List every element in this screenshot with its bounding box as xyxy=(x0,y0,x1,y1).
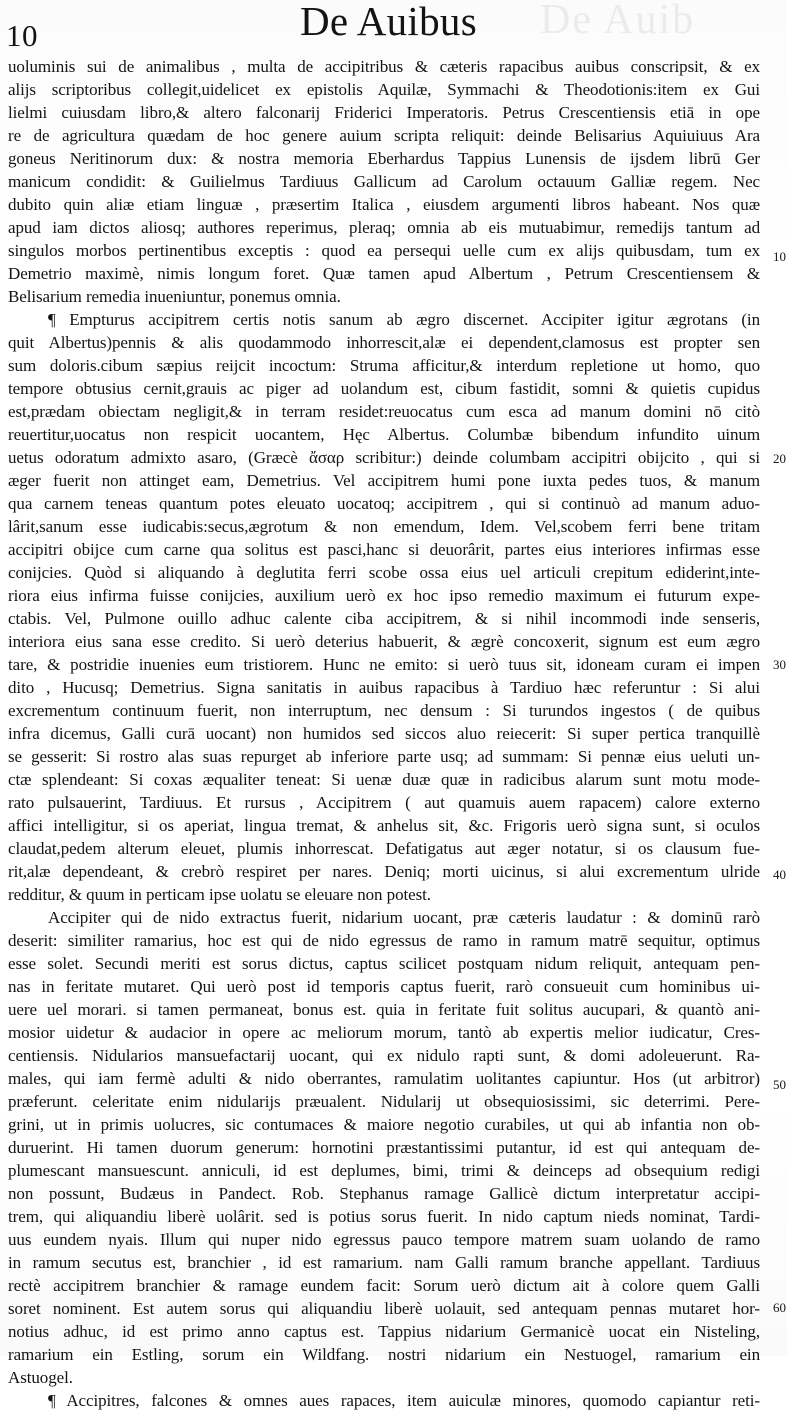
text-line: claudat,pedem alterum eleuet, plumis inhorrescat. Defatigatus aut æger notatur, si os clausum fue- xyxy=(8,839,760,858)
text-line: uoluminis sui de animalibus , multa de accipitribus & cæteris rapacibus auibus conscripsit, & ex xyxy=(8,57,760,76)
text-line: grini, ut in primis uolucres, sic contumaces & maiore negotio curabiles, ut qui ab infantia non ob- xyxy=(8,1115,760,1134)
text-line: rectè accipitrem branchier & ramage eundem facit: Sorum uerò dictum ait à colore quem Galli xyxy=(8,1276,760,1295)
text-line: re de agricultura quædam de hoc genere auium scripta reliquit: deinde Belisarius Aquiuiuus Ara xyxy=(8,126,760,145)
text-line: goneus Neritinorum dux: & nostra memoria Eberhardus Tappius Lunensis de ijsdem librū Ger xyxy=(8,149,760,168)
running-head: De Auibus xyxy=(300,0,477,44)
text-line: quit Albertus)pennis & alis quodammodo inhorrescit,alæ ei dependent,clamosus est propter sen xyxy=(8,333,760,352)
text-line: reuertitur,uocatus non respicit uocantem, Hęc Albertus. Columbæ bibendum infundito uinum xyxy=(8,425,760,444)
text-line: lielmi cuiusdam libro,& altero falconarij Friderici Imperatoris. Petrus Crescentiensis etiā in ope xyxy=(8,103,760,122)
text-line: plumescant mansuescunt. anniculi, id est deplumes, bimi, trimi & deinceps ad obsequium redigi xyxy=(8,1161,760,1180)
text-line: rato pulsauerint, Tardiuus. Et rursus , Accipitrem ( aut quamuis auem rapacem) calore externo xyxy=(8,793,760,812)
text-line: manicum condidit: & Guilielmus Tardiuus Gallicum ad Carolum octauum Galliæ regem. Nec xyxy=(8,172,760,191)
text-line: deserit: similiter ramarius, hoc est qui de nido egressus de ramo in ramum matrē sequitur, optimus xyxy=(8,931,760,950)
text-line: est,prædam obiectam negligit,& in terram residet:reuocatus cum esca ad manum domini nō citò xyxy=(8,402,760,421)
text-line: se gesserit: Si rostro alas suas repurget ab inferiore parte usq; ad summam: Si pennæ eius ueluti un- xyxy=(8,747,760,766)
text-line: lârit,sanum esse iudicabis:secus,ægrotum & non emendum, Idem. Vel,scobem ferri bene tritam xyxy=(8,517,760,536)
text-line: sum doloris.cibum sæpius reijcit incoctum: Struma afficitur,& interdum repletione ut homo, quo xyxy=(8,356,760,375)
text-line: esse solet. Secundi meriti est sorus dictus, captus scilicet postquam nidum reliquit, antequam pen- xyxy=(8,954,760,973)
text-line: excrementum continuum fuerit, non interruptum, nec densum : Si turundos ingestos ( de quibus xyxy=(8,701,760,720)
text-line: centiensis. Nidularios mansuefactarij uocant, qui ex nidulo rapti sunt, & domi adoleuerunt. Ra- xyxy=(8,1046,760,1065)
text-line: uetus odoratum admixto asaro, (Græcè ἄσαρ scribitur:) deinde columbam accipitri obijcito , qui si xyxy=(8,448,760,467)
text-line: non possunt, Budæus in Pandect. Rob. Stephanus ramage Gallicè dictum interpretatur accipi- xyxy=(8,1184,760,1203)
text-line: tare, & postridie inuenies eum tristiorem. Hunc ne emito: si uerò tuus sit, idoneam curam ei impen xyxy=(8,655,760,674)
show-through-text: De Auib xyxy=(540,0,696,43)
text-line: singulos morbos pertinentibus exceptis : quod ea persequi uelle cum ex alijs quibusdam, tum ex xyxy=(8,241,760,260)
text-line: in ramum secutus est, branchier , id est ramarium. nam Galli ramum branche appellant. Tardiuus xyxy=(8,1253,760,1272)
margin-line-number: 20 xyxy=(773,451,786,466)
text-line: uere uel morari. si tamen permaneat, bonus est. quia in feritate fuit solitus aucupari, & quantò ani- xyxy=(8,1000,760,1019)
text-line: qua carnem teneas quantum potes eleuato uocatoq; accipitrem , qui si continuò ad manum aduo- xyxy=(8,494,760,513)
margin-line-number: 60 xyxy=(773,1300,786,1315)
text-line: dito , Hucusq; Demetrius. Signa sanitatis in auibus rapacibus à Tardiuo hæc referuntur : Si alui xyxy=(8,678,760,697)
margin-line-number: 30 xyxy=(773,657,786,672)
text-line: redditur, & quum in perticam ipse uolatu se eleuare non potest. xyxy=(8,885,431,904)
text-line: notius adhuc, id est primo anno captus est. Tappius nidarium Germanicè uocat ein Nisteling, xyxy=(8,1322,760,1341)
text-line: affici intelligitur, si os aperiat, lingua tremat, & anhelus sit, &c. Frigoris uerò signa sunt, si oculos xyxy=(8,816,760,835)
text-line: ramarium ein Estling, sorum ein Wildfang. nostri nidarium ein Nestuogel, ramarium ein xyxy=(8,1345,760,1364)
text-line: duruerint. Hi tamen duorum generum: hornotini præstantissimi putantur, id est qui antequam de- xyxy=(8,1138,760,1157)
paragraph-first-line: Accipiter qui de nido extractus fuerit, nidarium uocant, præ cæteris laudatur : & dominū rarò xyxy=(48,908,760,927)
text-line: Astuogel. xyxy=(8,1368,73,1387)
text-line: Belisarium remedia inueniuntur, ponemus omnia. xyxy=(8,287,341,306)
paragraph-first-line: ¶ Accipitres, falcones & omnes aues rapaces, item auiculæ minores, quomodo capiantur reti- xyxy=(48,1391,760,1410)
text-line: præferunt. celeritate enim nidularijs præualent. Nidularij ut obsequiosissimi, sic deterrimi. Pere- xyxy=(8,1092,760,1111)
text-line: interiora eius sana esse credito. Si uerò deterius habuerit, & ægrè concoxerit, signum est eum ægro xyxy=(8,632,760,651)
text-line: riora eius infirma fuisse conijcies, auxilium uerò ex hoc ipso remedio maximum ei futurum expe- xyxy=(8,586,760,605)
page-number: 10 xyxy=(6,18,38,53)
text-line: accipitri obijce cum carne qua solitus est pasci,hanc si deuorârit, partes eius interiores infirmas esse xyxy=(8,540,760,559)
text-line: Demetrio maximè, nimis longum foret. Quæ tamen apud Albertum , Petrum Crescentiensem & xyxy=(8,264,760,283)
text-line: males, qui iam fermè adulti & nido oberrantes, ramulatim uolitantes capiuntur. Hos (ut arbitror) xyxy=(8,1069,760,1088)
text-line: tempore obtusius cernit,grauis ac piger ad uolandum est, cibum fastidit, somni & quietis cupidus xyxy=(8,379,760,398)
text-line: trem, qui aliquandiu liberè uolârit. sed is potius sorus fuerit. In nido captum nieds nominat, Tardi- xyxy=(8,1207,760,1226)
text-line: ctæ splendeant: Si coxas æqualiter teneat: Si uenæ duæ quæ in radicibus alarum sunt motu mode- xyxy=(8,770,760,789)
text-line: rit,alæ dependeant, & crebrò respiret per nares. Deniq; morti uicinus, si alui excrementum ulride xyxy=(8,862,760,881)
text-line: infra dicemus, Galli curā uocant) non humidos sed siccos aluo reiecerit: Si super pertica tranquillè xyxy=(8,724,760,743)
text-line: uus eundem nyais. Illum qui nuper nido egressus pauco tempore matrem suam uolando de ramo xyxy=(8,1230,760,1249)
text-line: apud iam dictos aliosq; authores reperimus, pleraq; omnia ab eis mutuabimur, remedijs tantum ad xyxy=(8,218,760,237)
margin-line-number: 50 xyxy=(773,1077,786,1092)
text-line: ctabis. Vel, Pulmone ouillo adhuc calente ciba accipitrem, & si nihil incommodi inde senseris, xyxy=(8,609,760,628)
paragraph-first-line: ¶ Empturus accipitrem certis notis sanum ab ægro discernet. Accipiter igitur ægrotans (in xyxy=(48,310,760,329)
text-line: dubito quin aliæ etiam linguæ , præsertim Italica , eiusdem argumenti libros habeant. Nos quæ xyxy=(8,195,760,214)
text-line: alijs scriptoribus collegit,uidelicet ex epistolis Aquilæ, Symmachi & Theodotionis:item ex Gui xyxy=(8,80,760,99)
text-line: æger fuerit non attinget eam, Demetrius. Vel accipitrem humi pone iuxta pedes tuos, & manum xyxy=(8,471,760,490)
margin-line-number: 10 xyxy=(773,249,786,264)
text-line: mosior uidetur & audacior in opere ac meliorum morum, tantò ab expertis melior iudicatur, Cres- xyxy=(8,1023,760,1042)
text-line: nas in feritate mutaret. Qui uerò post id temporis captus fuerit, rarò consueuit cum hominibus ui- xyxy=(8,977,760,996)
text-line: conijcies. Quòd si aliquando à deglutita ferri scobe ossa eius uel articuli crepitum ediderint,inte- xyxy=(8,563,760,582)
margin-line-number: 40 xyxy=(773,867,786,882)
text-line: soret nominent. Est autem sorus qui aliquandiu liberè uolauit, sed antequam pennas mutaret hor- xyxy=(8,1299,760,1318)
